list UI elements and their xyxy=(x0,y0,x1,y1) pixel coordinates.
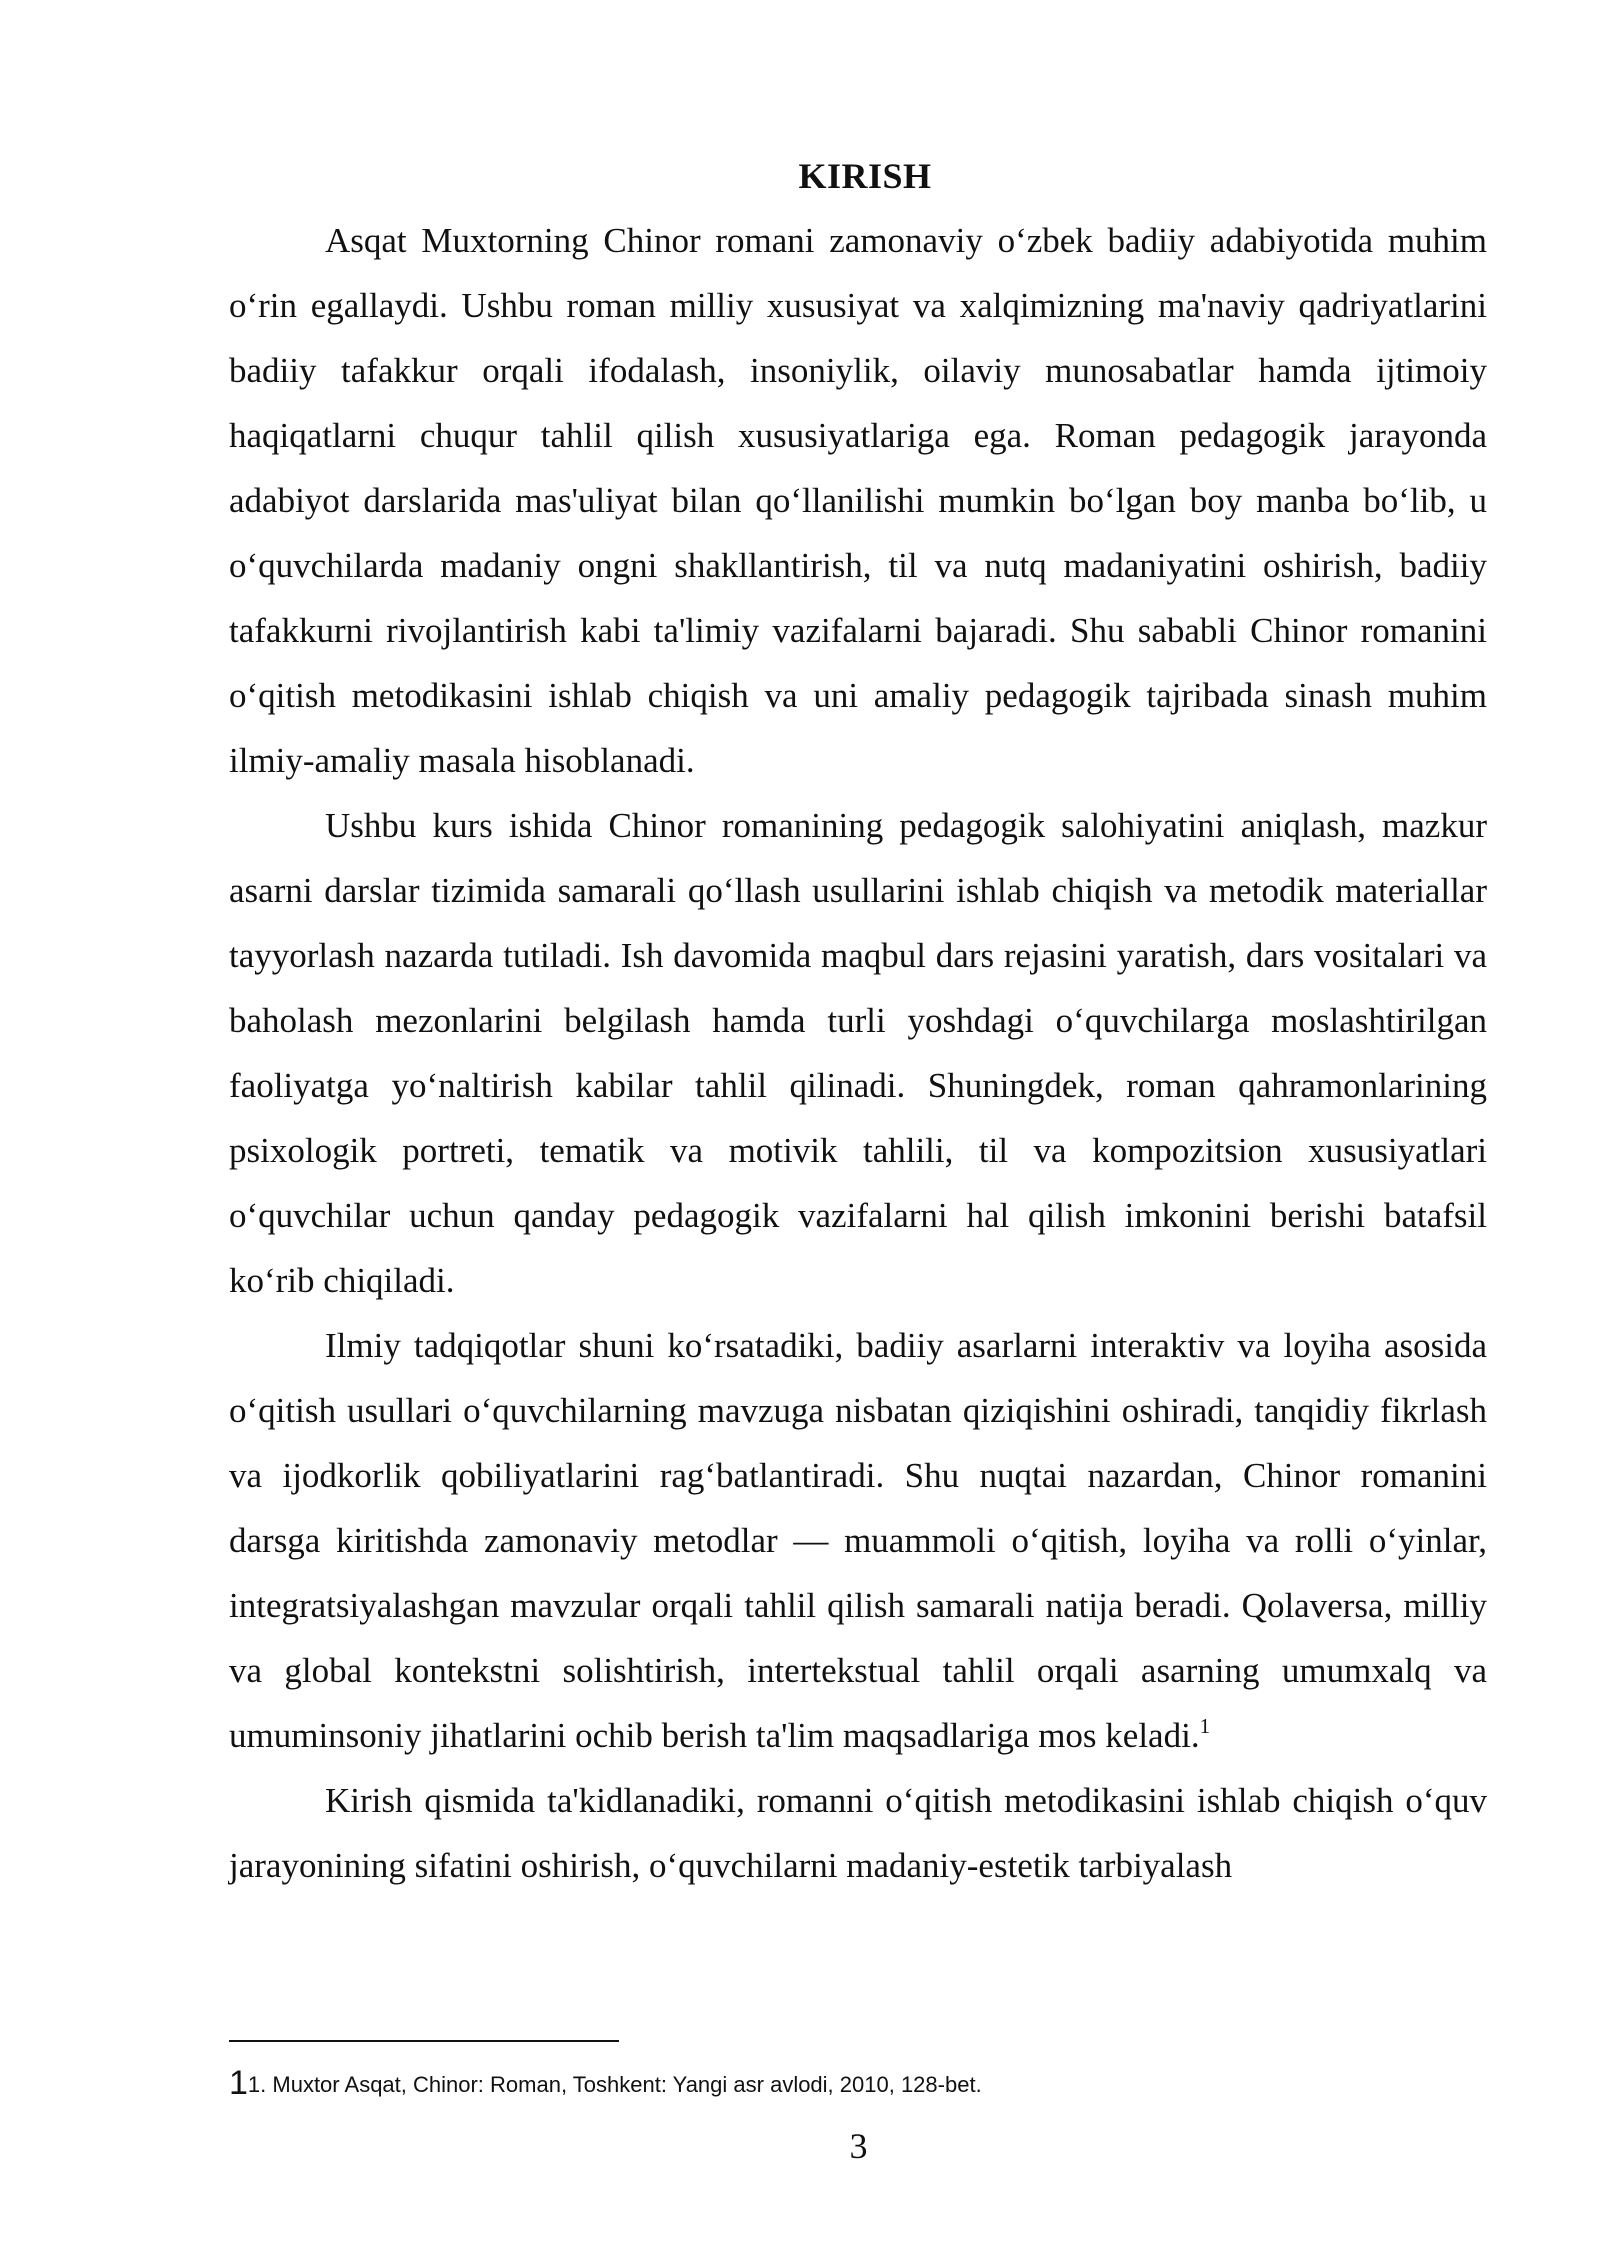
paragraph-1: Asqat Muxtorning Chinor romani zamonaviy o‘zbek badiiy adabiyotida muhim o‘rin egallaydi. Ushbu roman milliy xususiyat va xalqimizning ma'naviy qadriyatlarini badiiy tafakkur orqali ifodalash, insoniylik, oilaviy munosabatlar hamda ijtimoiy haqiqatlarni chuqur tahlil qilish xususiyatlariga ega. Roman pedagogik jarayonda adabiyot darslarida mas'uliyat bilan qo‘llanilishi mumkin bo‘lgan boy manba bo‘lib, u o‘quvchilarda madaniy ongni shakllantirish, til va nutq madaniyatini oshirish, badiiy tafakkurni rivojlantirish kabi ta'limiy vazifalarni bajaradi. Shu sababli Chinor romanini o‘qitish metodikasini ishlab chiqish va uni amaliy pedagogik tajribada sinash muhim ilmiy-amaliy masala hisoblanadi. xyxy=(229,221,1487,780)
footnote-separator xyxy=(229,2040,619,2042)
paragraph-4: Kirish qismida ta'kidlanadiki, romanni o‘qitish metodikasini ishlab chiqish o‘quv jarayonining sifatini oshirish, o‘quvchilarni madaniy-estetik tarbiyalash xyxy=(229,1781,1487,1885)
footnote-text: 1. Muxtor Asqat, Chinor: Roman, Toshkent: Yangi asr avlodi, 2010, 128-bet. xyxy=(247,2072,982,2097)
body-text xyxy=(229,208,1487,1898)
footnote-reference[interactable]: 1 xyxy=(1199,1714,1211,1738)
footnote-marker: 1 xyxy=(229,2064,248,2102)
page-number: 3 xyxy=(849,2126,868,2166)
section-title: KIRISH xyxy=(798,156,932,196)
paragraph-3-text: Ilmiy tadqiqotlar shuni ko‘rsatadiki, badiiy asarlarni interaktiv va loyiha asosida o‘qitish usullari o‘quvchilarning mavzuga nisbatan qiziqishini oshiradi, tanqidiy fikrlash va ijodkorlik qobiliyatlarini rag‘batlantiradi. Shu nuqtai nazardan, Chinor romanini darsga kiritishda zamonaviy metodlar — muammoli o‘qitish, loyiha va rolli o‘yinlar, integratsiyalashgan mavzular orqali tahlil qilish samarali natija beradi. Qolaversa, milliy va global kontekstni solishtirish, intertekstual tahlil orqali asarning umumxalq va umuminsoniy jihatlarini ochib berish ta'lim maqsadlariga mos keladi. xyxy=(229,1326,1487,1755)
paragraph-3 xyxy=(229,1313,1487,1768)
footnote xyxy=(229,2066,982,2102)
paragraph-2: Ushbu kurs ishida Chinor romanining pedagogik salohiyatini aniqlash, mazkur asarni darslar tizimida samarali qo‘llash usullarini ishlab chiqish va metodik materiallar tayyorlash nazarda tutiladi. Ish davomida maqbul dars rejasini yaratish, dars vositalari va baholash mezonlarini belgilash hamda turli yoshdagi o‘quvchilarga moslashtirilgan faoliyatga yo‘naltirish kabilar tahlil qilinadi. Shuningdek, roman qahramonlarining psixologik portreti, tematik va motivik tahlili, til va kompozitsion xususiyatlari o‘quvchilar uchun qanday pedagogik vazifalarni hal qilish imkonini berishi batafsil ko‘rib chiqiladi. xyxy=(229,806,1487,1300)
